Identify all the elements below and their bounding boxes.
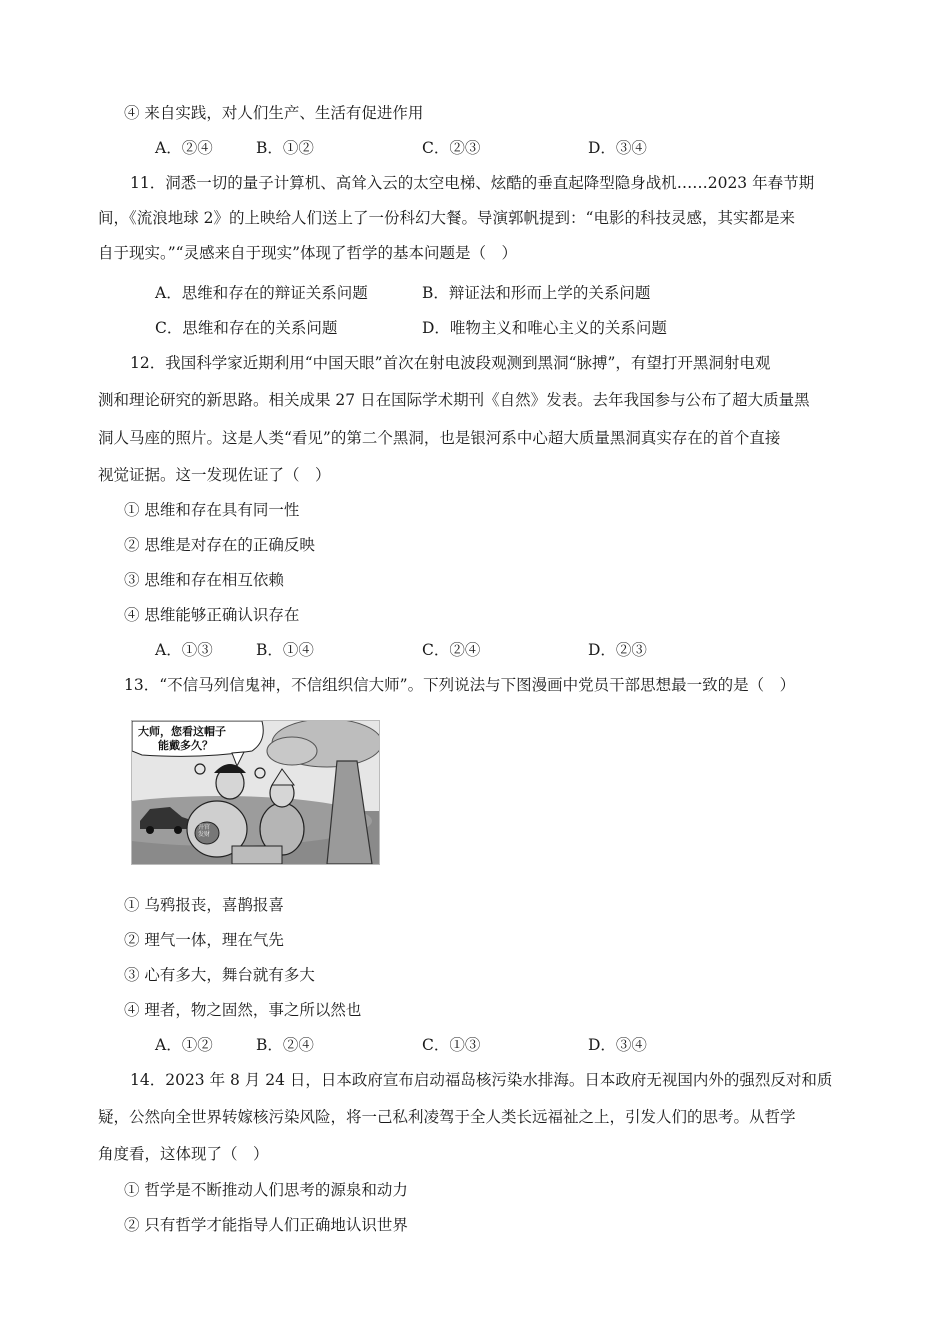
q11-stem-line-2: 间，《流浪地球 2》的上映给人们送上了一份科幻大餐。导演郭帆提到：“电影的科技灵感，其实都是来 [98, 209, 795, 227]
q11-option-a: A．思维和存在的辩证关系问题 [155, 284, 368, 302]
comic-speech-line-1: 大师，您看这帽子 [138, 725, 226, 738]
q12-option-d: D．②③ [588, 641, 647, 659]
q14-stem-line-1: 14．2023 年 8 月 24 日，日本政府宣布启动福岛核污染水排海。日本政府无视国内外的强烈反对和质 [130, 1071, 833, 1089]
q12-stem-line-3: 洞人马座的照片。这是人类“看见”的第二个黑洞，也是银河系中心超大质量黑洞真实存在的首个直接 [98, 429, 781, 447]
q13-statement-4: ④ 理者，物之固然，事之所以然也 [124, 1001, 362, 1019]
comic-badge-line-2: 发财 [198, 831, 211, 838]
q13-option-c: C．①③ [422, 1036, 481, 1054]
q14-stem-line-3: 角度看，这体现了（ ） [98, 1145, 269, 1163]
q13-stem-line-1: 13．“不信马列信鬼神，不信组织信大师”。下列说法与下图漫画中党员干部思想最一致的是（ ） [124, 676, 796, 694]
q11-stem-line-3: 自于现实。”“灵感来自于现实”体现了哲学的基本问题是（ ） [98, 244, 518, 262]
q13-option-a: A．①② [155, 1036, 213, 1054]
q14-statement-1: ① 哲学是不断推动人们思考的源泉和动力 [124, 1181, 408, 1199]
q14-statement-2: ② 只有哲学才能指导人们正确地认识世界 [124, 1216, 408, 1234]
comic-illustration [131, 720, 380, 865]
comic-badge [198, 824, 210, 838]
q13-statement-1: ① 乌鸦报丧，喜鹊报喜 [124, 896, 284, 914]
q13-statement-2: ② 理气一体，理在气先 [124, 931, 284, 949]
comic-badge-line-1: 升官 [198, 824, 211, 831]
q11-option-c: C．思维和存在的关系问题 [155, 319, 338, 337]
q10-option-d: D．③④ [588, 139, 647, 157]
q10-option-a: A．②④ [155, 139, 213, 157]
q13-option-b: B．②④ [256, 1036, 314, 1054]
q11-option-d: D．唯物主义和唯心主义的关系问题 [422, 319, 667, 337]
q13-statement-3: ③ 心有多大，舞台就有多大 [124, 966, 315, 984]
q12-statement-3: ③ 思维和存在相互依赖 [124, 571, 284, 589]
q12-option-c: C．②④ [422, 641, 481, 659]
q12-stem-line-1: 12．我国科学家近期利用“中国天眼”首次在射电波段观测到黑洞“脉搏”，有望打开黑洞射电观 [130, 354, 771, 372]
q11-stem-line-1: 11．洞悉一切的量子计算机、高耸入云的太空电梯、炫酷的垂直起降型隐身战机……2023 年春节期 [130, 174, 815, 192]
q12-option-a: A．①③ [155, 641, 213, 659]
q10-statement-4: ④ 来自实践，对人们生产、生活有促进作用 [124, 104, 424, 122]
q12-statement-1: ① 思维和存在具有同一性 [124, 501, 300, 519]
q12-option-b: B．①④ [256, 641, 314, 659]
q13-option-d: D．③④ [588, 1036, 647, 1054]
q12-stem-line-4: 视觉证据。这一发现佐证了（ ） [98, 466, 331, 484]
comic-speech-line-2: 能戴多久？ [158, 739, 213, 752]
q12-statement-2: ② 思维是对存在的正确反映 [124, 536, 315, 554]
q10-option-c: C．②③ [422, 139, 481, 157]
q12-stem-line-2: 测和理论研究的新思路。相关成果 27 日在国际学术期刊《自然》发表。去年我国参与公布了超大质量黑 [98, 391, 810, 409]
q14-stem-line-2: 疑，公然向全世界转嫁核污染风险，将一己私利凌驾于全人类长远福祉之上，引发人们的思考。从哲学 [98, 1108, 796, 1126]
q10-option-b: B．①② [256, 139, 314, 157]
q11-option-b: B．辩证法和形而上学的关系问题 [422, 284, 651, 302]
q12-statement-4: ④ 思维能够正确认识存在 [124, 606, 300, 624]
comic-speech-bubble [138, 725, 226, 753]
